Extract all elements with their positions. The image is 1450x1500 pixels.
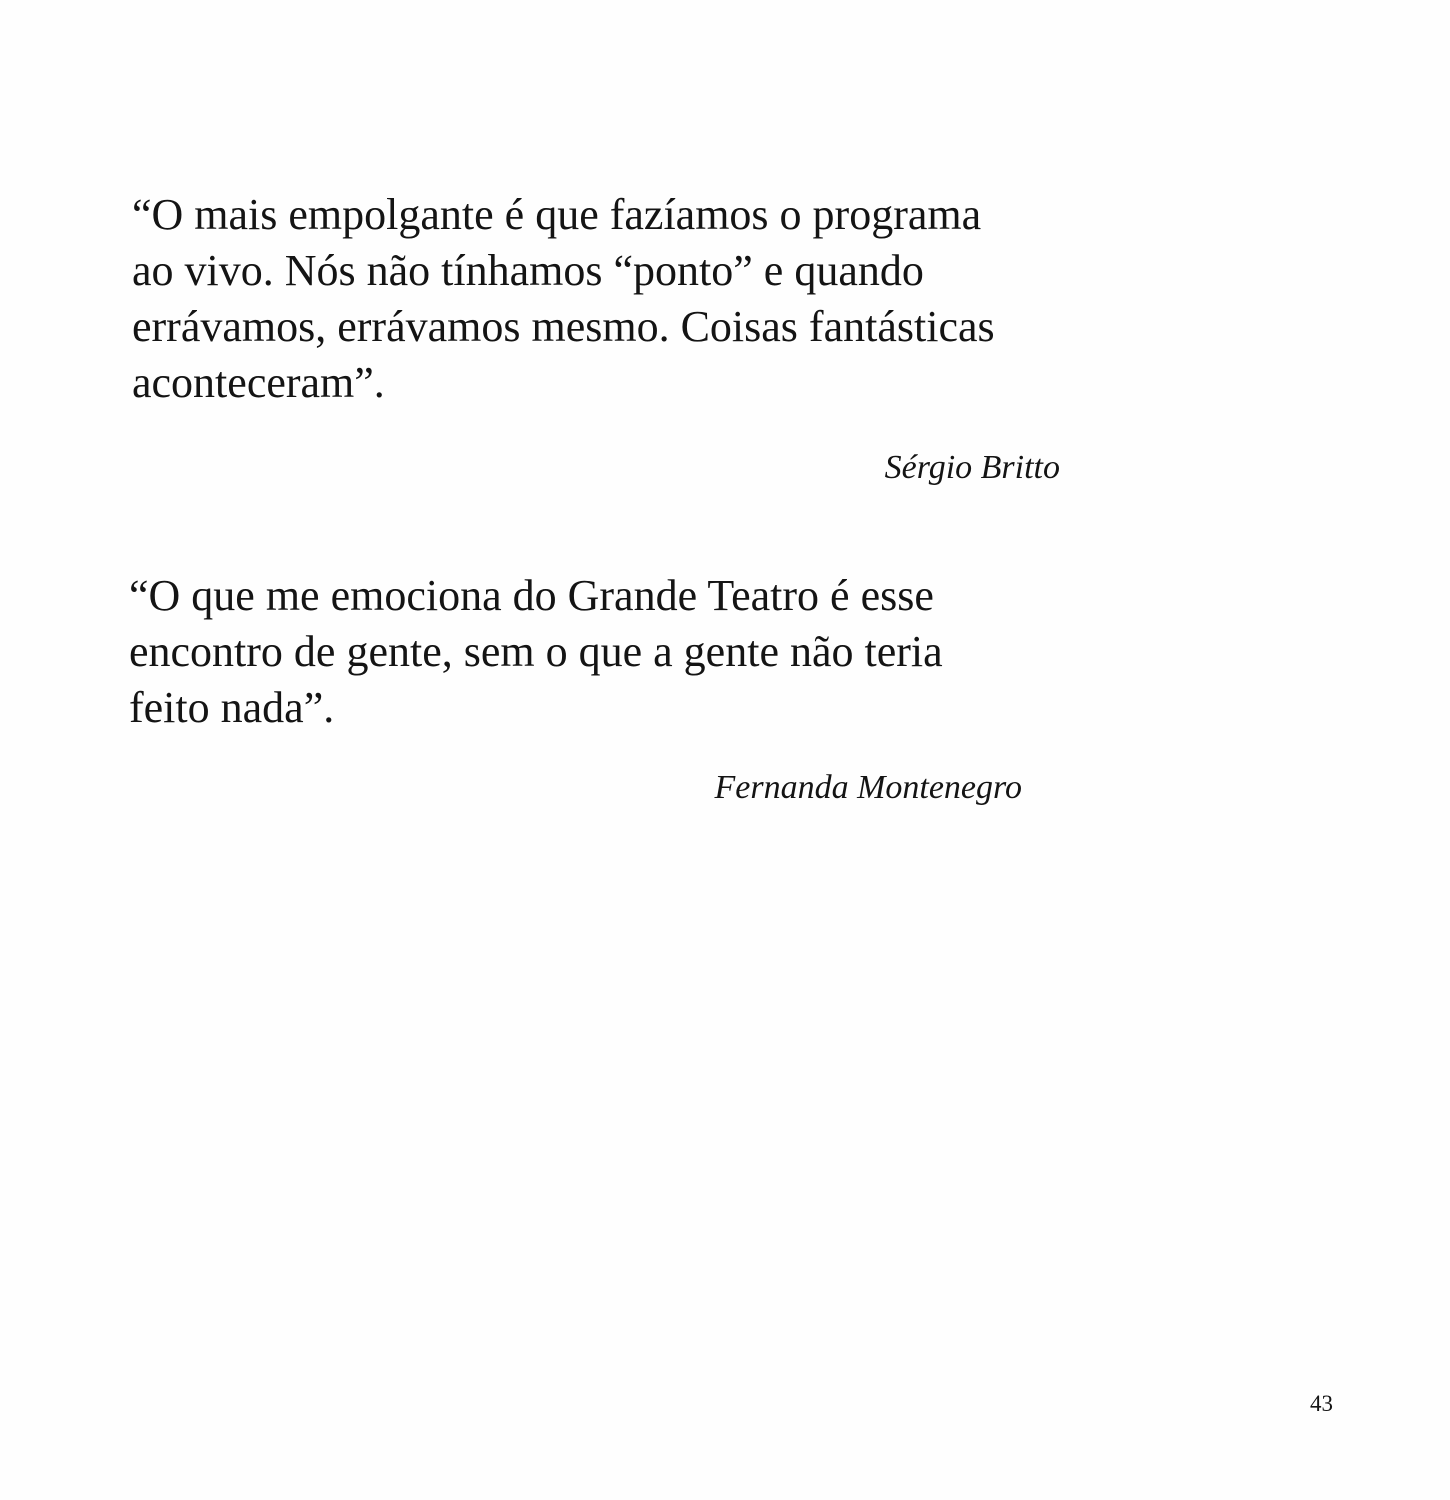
quote-line: feito nada”.: [129, 683, 335, 732]
page-number: 43: [1310, 1391, 1333, 1416]
quote-line: aconteceram”.: [132, 358, 385, 407]
quote-line: encontro de gente, sem o que a gente não teria: [129, 627, 943, 676]
quote-line: “O mais empolgante é que fazíamos o programa: [132, 190, 982, 239]
quote-attribution: Fernanda Montenegro: [714, 769, 1022, 806]
quote-line: ao vivo. Nós não tínhamos “ponto” e quando: [132, 246, 924, 295]
quote-text: [132, 187, 995, 411]
quote-fernanda-montenegro: [129, 568, 943, 736]
quote-text: [129, 568, 943, 736]
quote-sergio-britto: [132, 187, 995, 411]
quote-line: errávamos, errávamos mesmo. Coisas fantásticas: [132, 302, 995, 351]
quote-attribution: Sérgio Britto: [884, 449, 1060, 486]
quote-line: “O que me emociona do Grande Teatro é esse: [129, 571, 934, 620]
